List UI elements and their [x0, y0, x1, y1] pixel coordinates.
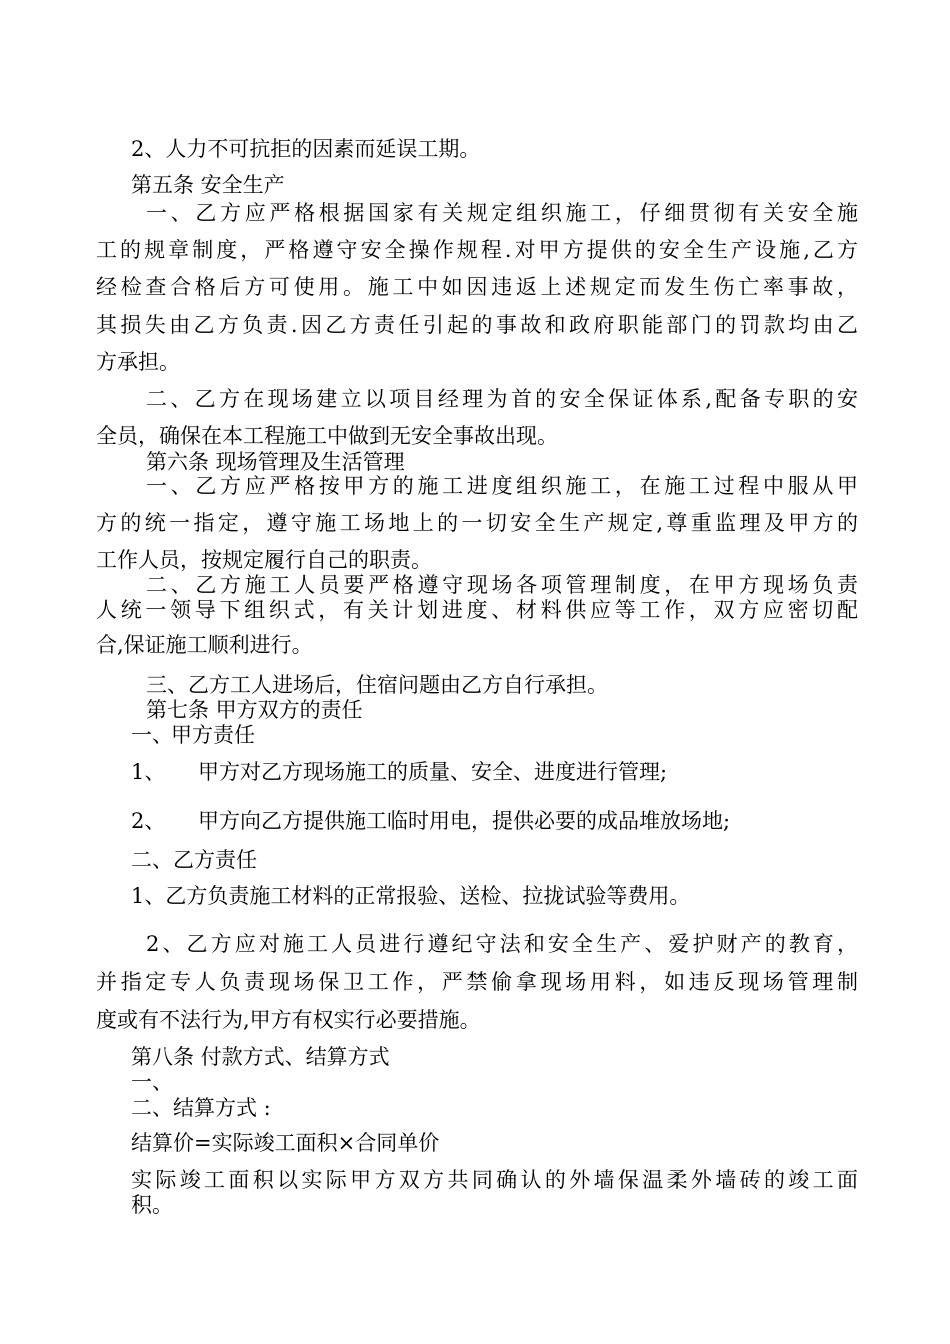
text-line: 二、结算方式 :: [131, 1096, 271, 1120]
text-line: 实际竣工面积以实际甲方双方共同确认的外墙保温柔外墙砖的竣工面: [131, 1168, 858, 1192]
text-line: 一、: [131, 1070, 173, 1094]
text-line: 方的统一指定，遵守施工场地上的一切安全生产规定,尊重监理及甲方的: [96, 511, 858, 535]
text-line: 2、乙方应对施工人员进行遵纪守法和安全生产、爱护财产的教育，: [146, 932, 858, 956]
text-line: 三、乙方工人进场后，住宿问题由乙方自行承担。: [146, 673, 608, 697]
list-marker: 一、: [131, 723, 173, 747]
list-marker: 2、: [131, 809, 166, 833]
section-heading: 第六条 现场管理及生活管理: [146, 450, 405, 474]
list-marker: 1、: [131, 760, 166, 784]
text-line: 工作人员，按规定履行自己的职责。: [96, 548, 432, 572]
text-line: 一、乙方应严格根据国家有关规定组织施工，仔细贯彻有关安全施: [146, 201, 858, 225]
text-line: 经检查合格后方可使用。施工中如因违返上述规定而发生伤亡率事故，: [96, 275, 858, 299]
text-line: 度或有不法行为,甲方有权实行必要措施。: [96, 1008, 481, 1032]
text-line: 并指定专人负责现场保卫工作，严禁偷拿现场用料，如违反现场管理制: [96, 970, 858, 994]
list-item: [131, 725, 255, 746]
text-line: 1、乙方负责施工材料的正常报验、送检、拉拢试验等费用。: [131, 884, 691, 908]
text-line: 工的规章制度，严格遵守安全操作规程.对甲方提供的安全生产设施,乙方: [96, 238, 858, 262]
text-line: 二、乙方施工人员要严格遵守现场各项管理制度，在甲方现场负责: [146, 573, 858, 597]
text-line: 二、乙方在现场建立以项目经理为首的安全保证体系,配备专职的安: [146, 387, 858, 411]
text-line: 一、乙方应严格按甲方的施工进度组织施工，在施工过程中服从甲: [146, 474, 858, 498]
section-heading: 第五条 安全生产: [131, 173, 285, 197]
text-line: 2、人力不可抗拒的因素而延误工期。: [131, 137, 481, 161]
text-line: 人统一领导下组织式，有关计划进度、材料供应等工作，双方应密切配: [96, 598, 858, 622]
list-item: [131, 811, 730, 832]
list-item: [131, 762, 667, 783]
text-line: 二、乙方责任: [131, 848, 257, 872]
text-line: 结算价=实际竣工面积×合同单价: [131, 1131, 440, 1155]
section-heading: 第八条 付款方式、结算方式: [131, 1045, 390, 1069]
list-item-label: 甲方对乙方现场施工的质量、安全、进度进行管理;: [198, 760, 668, 784]
text-line: 其损失由乙方负责.因乙方责任引起的事故和政府职能部门的罚款均由乙: [96, 313, 858, 337]
text-line: 积。: [131, 1193, 173, 1217]
text-line: 全员，确保在本工程施工中做到无安全事故出现。: [96, 424, 558, 448]
list-item-label: 甲方向乙方提供施工临时用电，提供必要的成品堆放场地;: [198, 809, 731, 833]
list-item-label: 甲方责任: [171, 723, 255, 747]
section-heading: 第七条 甲方双方的责任: [146, 698, 363, 722]
text-line: 方承担。: [96, 350, 180, 374]
text-line: 合,保证施工顺利进行。: [96, 633, 313, 657]
